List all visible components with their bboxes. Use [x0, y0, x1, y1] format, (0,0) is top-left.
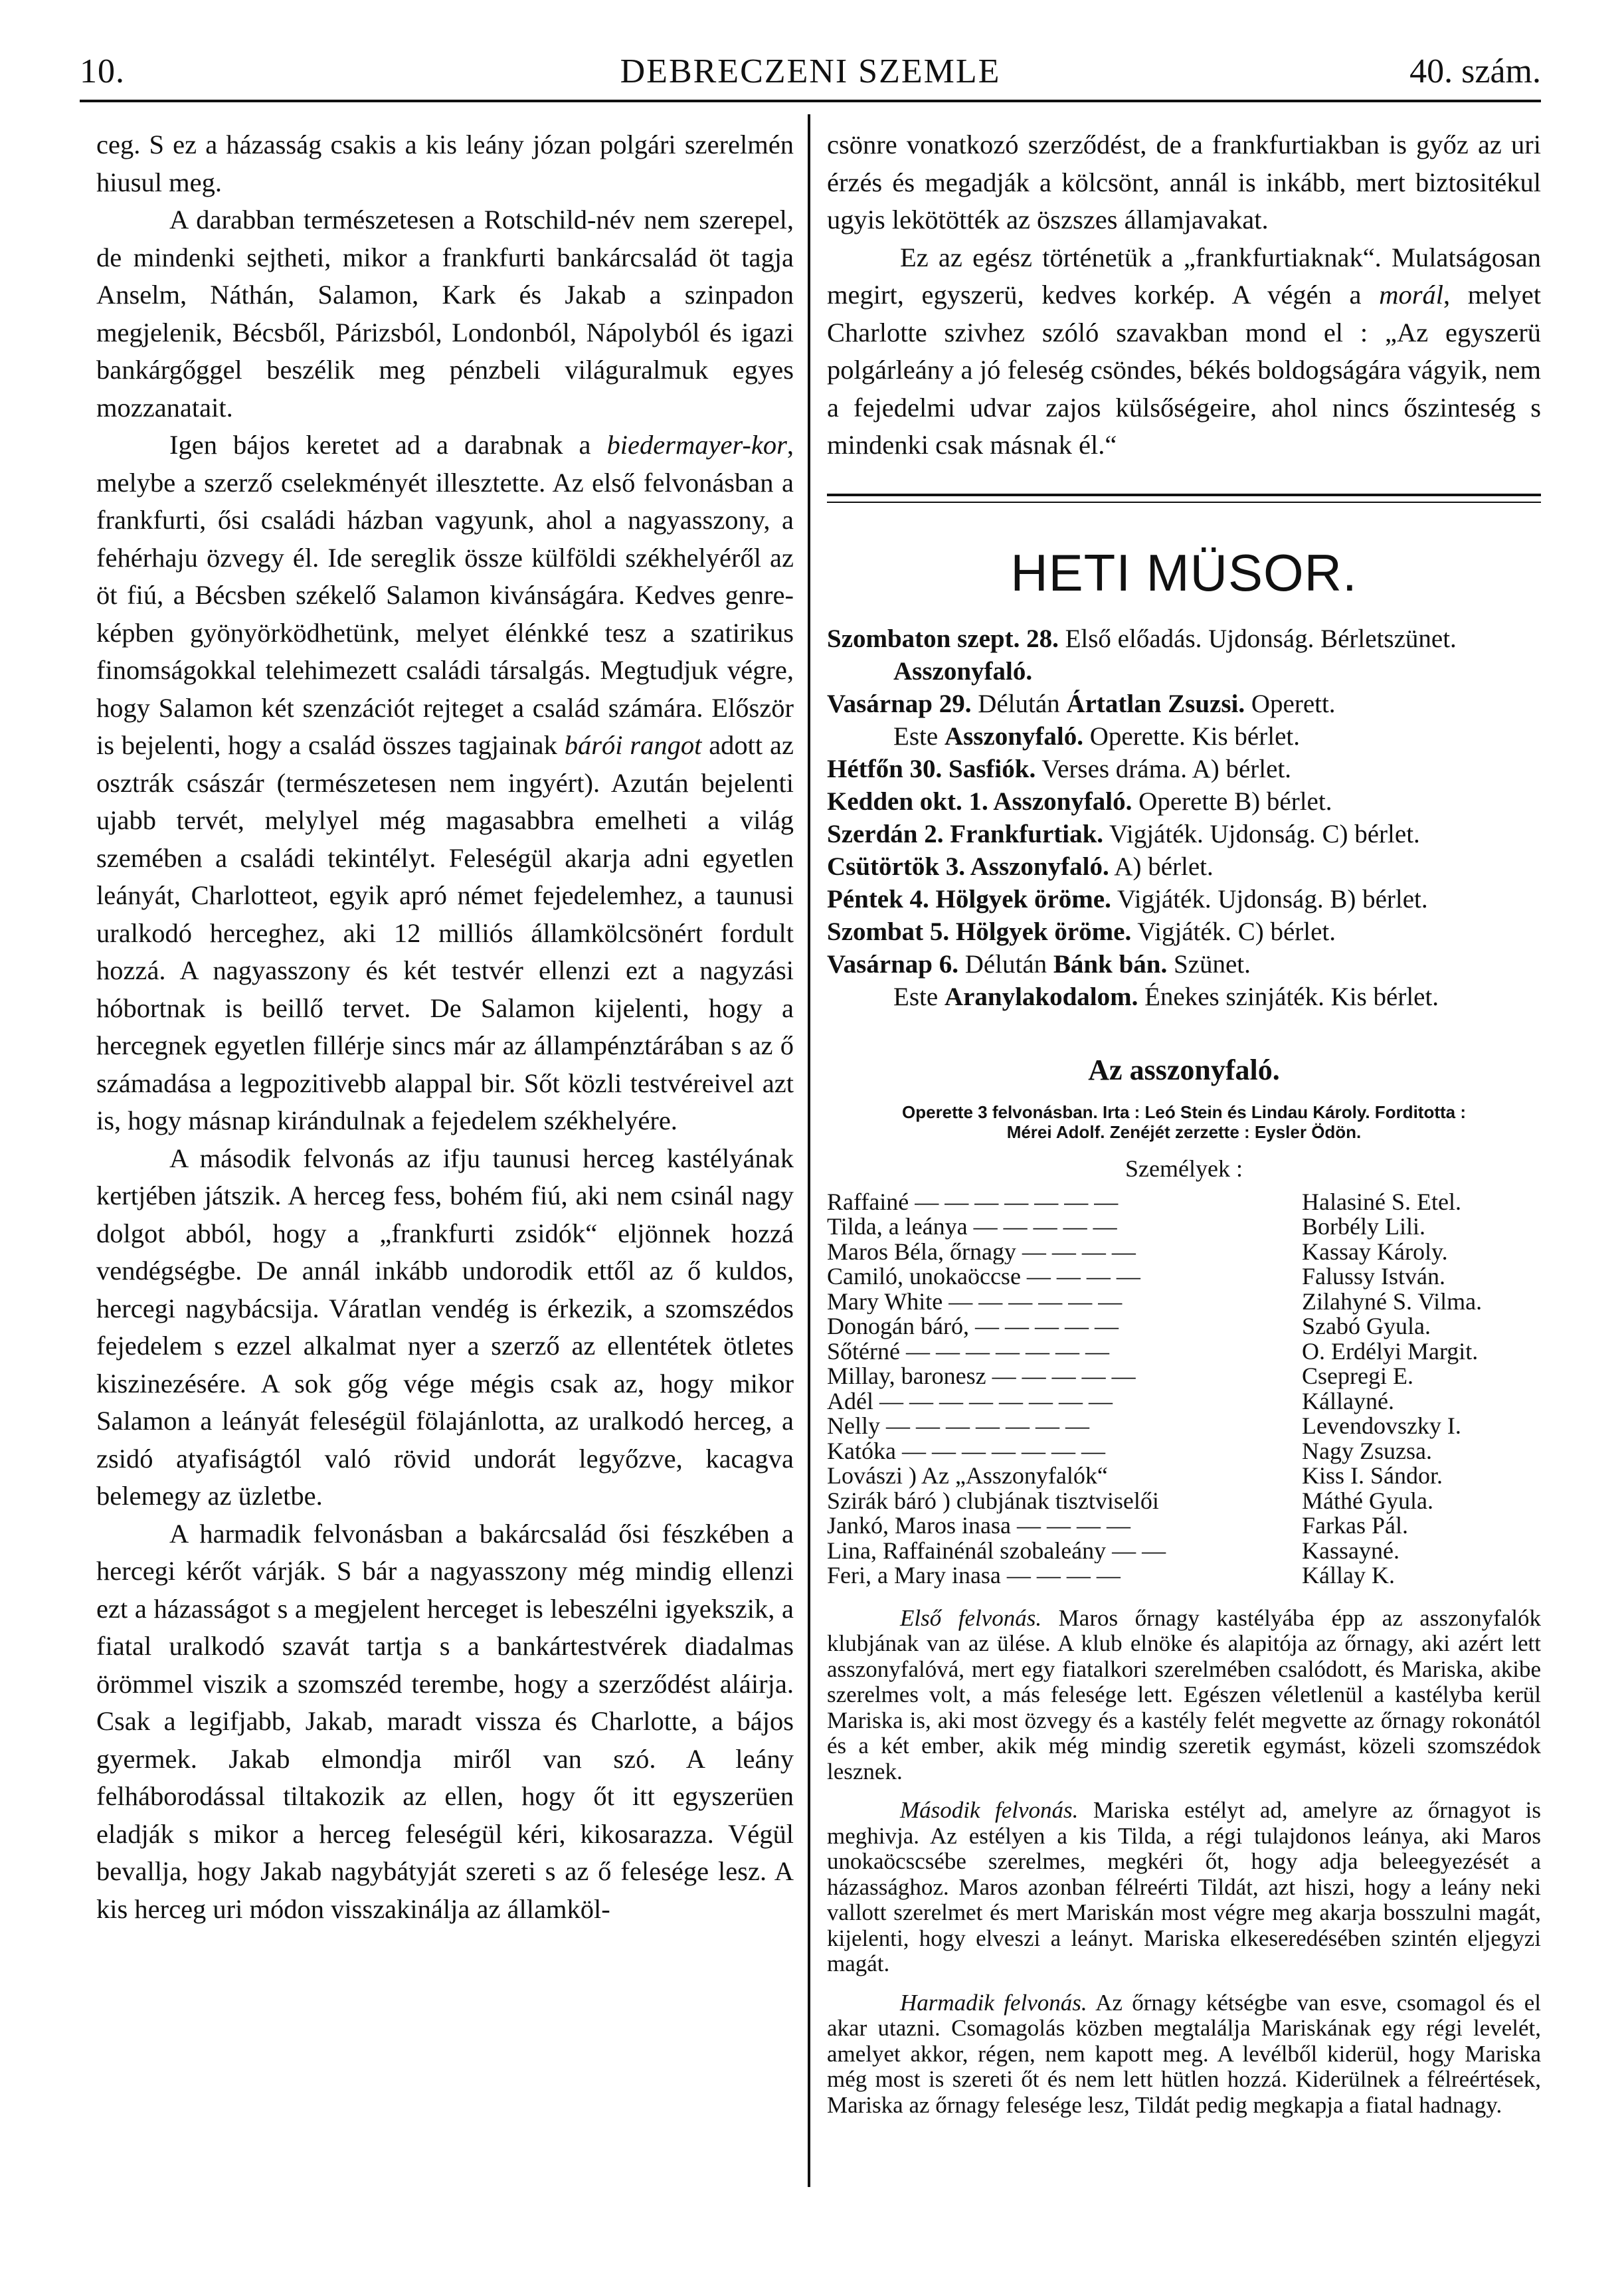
text-run: Este	[893, 982, 945, 1011]
text-run: A második felvonás az ifju taunusi herceg kastélyának kertjében játszik. A herceg fess, bohém fiú, aki nem csinál nagy dolgot abból, hogy a „frankfurti zsidók“ eljönnek hozzá vendégségbe. De annál inkább undorodik ettől az ő kuldos, hercegi nagybácsija. Váratlan vendég is érkezik, a szomszédos fejedelem s ezzel alkalmat nyer a szerző az ellentétek ötletes kiszinezésére. A sok gőg vége mégis csak az, hogy mikor Salamon a leányát feleségül fölajánlotta, az uralkodó herceg, a zsidó atyafiságtól való rövid undorát legyőzve, kacagva belemegy az üzletbe.	[96, 1143, 794, 1511]
role-name: Lina, Raffainénál szobaleány — —	[827, 1538, 1166, 1563]
text-run: adott az osztrák császár (természetesen nem ingyért). Azután bejelenti ujabb tervét, melylyel még magasabbra emelheti a világ szemében a családi tekintélyt. Feleségül akarja adni egyetlen leányát, Charlotteot, egyik apró német fejedelemhez, a taunusi uralkodó herceghez, aki 12 milliós államkölcsönért fordult hozzá. A nagyasszony és két testvér ellenzi ezt a nagyzási hóbortnak is beillő tervet. De Salamon kijelenti, hogy a hercegnek egyetlen fillérje sincs már az állampénztárában s az ő számadása a legpozitivebb alappal bir. Sőt közli testvéreivel azt is, hogy másnap kirándulnak a fejedelem székhelyére.	[96, 730, 794, 1135]
text-run: Délután	[958, 949, 1053, 979]
text-run: , melyet Charlotte szivhez szóló szavakban mond el : „Az egyszerü polgárleány a jó feleség csöndes, békés boldogságára vágyik, nem a fejedelmi udvar zajos külsőségeire, ahol nincs őszinteség s mindenki csak másnak él.“	[827, 280, 1541, 460]
role-name: Sőtérné — — — — — — —	[827, 1339, 1109, 1364]
text-run: ceg. S ez a házasság csakis a kis leány józan polgári szerelmén hiusul meg.	[96, 130, 794, 197]
synopsis-act	[827, 1606, 1541, 1785]
bold-text: Vasárnap 29.	[827, 689, 972, 718]
actor-name: Csepregi E.	[1302, 1363, 1413, 1389]
text-run: A darabban természetesen a Rotschild-név nem szerepel, de mindenki sejtheti, mikor a frankfurti bankárcsalád öt tagja Anselm, Náthán, Salamon, Kark és Jakab a szinpadon megjelenik, Bécsből, Párizsból, Londonból, Nápolyból és igazi bankárgőggel beszélik meg pénzbeli világuralmuk egyes mozzanatait.	[96, 205, 794, 423]
actor-name: Kállayné.	[1302, 1387, 1394, 1414]
actor-name: Máthé Gyula.	[1302, 1487, 1433, 1514]
text-run: A harmadik felvonásban a bakárcsalád ősi fészkében a hercegi kérőt várják. S bár a nagyasszony még mindig ellenzi ezt a házasságot s a megjelent herceget is lebeszélni igyekszik, a fiatal uralkodó szavát tartja s a bankártestvérek diadalmas örömmel viszik a szomszéd terembe, hogy a szerződést aláirja. Csak a legifjabb, Jakab, maradt vissza és Charlotte, a bájos gyermek. Jakab elmondja miről van szó. A leány felháborodással tiltakozik az ellen, hogy őt itt egyszerüen eladják s mikor a herceg feleségül kéri, kikosarazza. Végül bevallja, hogy Jakab nagybátyját szereti s az ő felesége lesz. A kis herceg uri módon visszakinálja az államköl-	[96, 1518, 794, 1924]
text-run: Ez az egész történetük a „frankfurtiaknak“. Mulatságosan megirt, egyszerü, kedves korkép. A végén a	[827, 242, 1541, 310]
actor-name: Halasiné S. Etel.	[1302, 1188, 1461, 1215]
role-name: Donogán báró, — — — — —	[827, 1314, 1119, 1339]
right-column	[827, 126, 1541, 2131]
cast-row	[827, 1339, 1541, 1365]
cast-list	[827, 1190, 1541, 1588]
program-entry	[827, 622, 1541, 688]
actor-name: Kassay Károly.	[1302, 1238, 1448, 1265]
program-entry	[827, 818, 1541, 850]
italic-text: biedermayer-kor	[606, 430, 787, 460]
role-name: Adél — — — — — — — —	[827, 1388, 1113, 1414]
cast-row	[827, 1240, 1541, 1265]
cast-row	[827, 1190, 1541, 1215]
article-body-left	[96, 126, 794, 1928]
role-name: Katóka — — — — — — —	[827, 1438, 1105, 1464]
play-credits	[827, 1102, 1541, 1142]
bold-text: Ártatlan Zsuzsi.	[1066, 689, 1245, 718]
act-text: Mariska estélyt ad, amelyre az őrnagyot is meghivja. Az estélyen a kis Tilda, a régi tulajdonos leánya, aki Maros unokaöcscsébe szerelmes, megkéri őt, hogy adja beleegyezését a házassághoz. Maros azonban félreérti Tildát, azt hiszi, hogy a leány neki vallott szerelmet és mert Mariskán most végre meg akarja bosszulni magát, kijelenti, hogy elveszi a leányt. Mariska elkeseredésében szintén eljegyzi magát.	[827, 1797, 1541, 1976]
text-run: Vigjáték. Ujdonság. C) bérlet.	[1103, 819, 1420, 848]
role-name: Feri, a Mary inasa — — — —	[827, 1563, 1121, 1588]
weekly-program	[827, 622, 1541, 1013]
page-header	[80, 52, 1541, 98]
italic-text: morál	[1379, 280, 1443, 310]
text-run: Este	[893, 721, 945, 751]
cast-row	[827, 1513, 1541, 1539]
italic-text: bárói rangot	[564, 730, 702, 760]
act-label: Első felvonás.	[900, 1604, 1042, 1631]
text-run: Énekes szinjáték. Kis bérlet.	[1138, 982, 1439, 1011]
paragraph	[96, 201, 794, 427]
cast-row	[827, 1314, 1541, 1339]
paragraph	[827, 239, 1541, 464]
paragraph	[96, 126, 794, 201]
actor-name: Kállay K.	[1302, 1562, 1395, 1588]
persons-heading: Személyek :	[1125, 1155, 1243, 1182]
bold-text: Csütörtök 3. Asszonyfaló.	[827, 852, 1109, 881]
role-name: Szirák báró ) clubjának tisztviselői	[827, 1488, 1159, 1513]
actor-name: Farkas Pál.	[1302, 1512, 1408, 1539]
program-entry	[827, 688, 1541, 720]
program-entry	[827, 753, 1541, 785]
actor-name: Levendovszky I.	[1302, 1412, 1461, 1439]
text-run: Szünet.	[1167, 949, 1251, 979]
role-name: Mary White — — — — — —	[827, 1289, 1123, 1314]
role-name: Nelly — — — — — — —	[827, 1414, 1089, 1439]
program-entry	[827, 720, 1541, 753]
bold-text: Aranylakodalom.	[944, 982, 1138, 1011]
actor-name: Borbély Lili.	[1302, 1213, 1425, 1240]
act-label: Második felvonás.	[900, 1797, 1079, 1823]
text-run: Vigjáték. C) bérlet.	[1131, 917, 1336, 946]
text-run: Első előadás. Ujdonság. Bérletszünet.	[1058, 624, 1457, 653]
actor-name: Falussy István.	[1302, 1263, 1445, 1289]
text-run: Délután	[971, 689, 1067, 718]
role-name: Millay, baronesz — — — — —	[827, 1364, 1136, 1389]
paragraph	[827, 126, 1541, 239]
text-run: Igen bájos keretet ad a darabnak a	[169, 430, 607, 460]
text-run: A) bérlet.	[1109, 852, 1214, 881]
play-synopsis	[827, 1606, 1541, 2119]
actor-name: Szabó Gyula.	[1302, 1313, 1431, 1339]
act-label: Harmadik felvonás.	[900, 1989, 1087, 2016]
actor-name: Nagy Zsuzsa.	[1302, 1437, 1432, 1464]
play-title: Az asszonyfaló.	[1088, 1053, 1280, 1086]
actor-name: O. Erdélyi Margit.	[1302, 1337, 1479, 1365]
role-name: Tilda, a leánya — — — — —	[827, 1214, 1117, 1240]
cast-row	[827, 1289, 1541, 1315]
actor-name: Zilahyné S. Vilma.	[1302, 1288, 1483, 1315]
cast-row	[827, 1389, 1541, 1414]
actor-name: Kassayné.	[1302, 1537, 1399, 1564]
cast-row	[827, 1439, 1541, 1464]
role-name: Raffainé — — — — — — —	[827, 1189, 1119, 1214]
credits-line-1: Operette 3 felvonásban. Irta : Leó Stein és Lindau Károly. Forditotta :	[902, 1101, 1466, 1122]
actor-name: Kiss I. Sándor.	[1302, 1462, 1443, 1489]
synopsis-act	[827, 1798, 1541, 1977]
cast-row	[827, 1414, 1541, 1439]
cast-row	[827, 1264, 1541, 1289]
cast-row	[827, 1214, 1541, 1240]
issue-number: 40. szám.	[1409, 52, 1541, 90]
text-run: , melybe a szerző cselekményét illesztette. Az első felvonásban a frankfurti, ősi családi házban vagyunk, ahol a nagyasszony, a fehérhaju özvegy él. Ide sereglik össze külföldi székhelyéről az öt fiú, a Bécsben székelő Salamon kivánságára. Kedves genre-képben gyönyörködhetünk, melyet élénkké tesz a szatirikus finomságokkal telehimezett családi társalgás. Megtudjuk végre, hogy Salamon két szenzációt rejteget a család számára. Először is bejelenti, hogy a család összes tagjainak	[96, 430, 794, 760]
role-name: Camiló, unokaöccse — — — —	[827, 1264, 1140, 1289]
text-run: Operett.	[1245, 689, 1336, 718]
header-rule	[80, 100, 1541, 102]
bold-text: Szerdán 2. Frankfurtiak.	[827, 819, 1104, 848]
cast-row	[827, 1489, 1541, 1514]
bold-text: Kedden okt. 1. Asszonyfaló.	[827, 787, 1132, 816]
left-column	[96, 126, 794, 1928]
cast-row	[827, 1563, 1541, 1588]
text-run: csönre vonatkozó szerződést, de a frankfurtiakban is győz az uri érzés és megadják a kölcsönt, annál is inkább, mert biztositékul ugyis lekötötték az öszszes államjavakat.	[827, 130, 1541, 235]
paragraph	[96, 1515, 794, 1929]
cast-row	[827, 1539, 1541, 1564]
program-title: HETI MÜSOR.	[1010, 543, 1358, 602]
program-entry	[827, 785, 1541, 818]
cast-row	[827, 1364, 1541, 1389]
publication-title: DEBRECZENI SZEMLE	[620, 52, 1001, 90]
article-body-right	[827, 126, 1541, 464]
synopsis-act	[827, 1990, 1541, 2119]
bold-text: Szombat 5. Hölgyek öröme.	[827, 917, 1132, 946]
text-run: Verses dráma. A) bérlet.	[1036, 754, 1292, 783]
bold-text: Péntek 4. Hölgyek öröme.	[827, 884, 1111, 913]
column-divider	[808, 114, 810, 2187]
role-name: Maros Béla, őrnagy — — — —	[827, 1239, 1136, 1264]
bold-text: Hétfőn 30. Sasfiók.	[827, 754, 1036, 783]
program-entry	[827, 850, 1541, 883]
role-name: Lovászi ) Az „Asszonyfalók“	[827, 1464, 1108, 1489]
text-run: Vigjáték. Ujdonság. B) bérlet.	[1111, 884, 1428, 913]
bold-text: Asszonyfaló.	[893, 656, 1033, 686]
program-entry	[827, 883, 1541, 915]
bold-text: Asszonyfaló.	[944, 721, 1083, 751]
paragraph	[96, 427, 794, 1140]
program-entry	[827, 948, 1541, 981]
credits-line-2: Mérei Adolf. Zenéjét zerzette : Eysler Ödön.	[1006, 1121, 1362, 1142]
act-text: Az őrnagy kétségbe van esve, csomagol és el akar utazni. Csomagolás közben megtalálja Mariskának egy régi levelét, amelyet akkor, régen, nem kapott meg. A levélből kiderül, hogy Mariska még most is szereti őt és nem lett hütlen hozzá. Kiderülnek a félreértések, Mariska az őrnagy felesége lesz, Tildát pedig megkapja a fiatal hadnagy.	[827, 1989, 1541, 2118]
cast-row	[827, 1464, 1541, 1489]
text-run: Operette. Kis bérlet.	[1083, 721, 1300, 751]
role-name: Jankó, Maros inasa — — — —	[827, 1513, 1130, 1539]
bold-text: Vasárnap 6.	[827, 949, 958, 979]
bold-text: Bánk bán.	[1053, 949, 1168, 979]
page-number: 10.	[80, 52, 125, 90]
program-entry	[827, 915, 1541, 948]
section-divider	[827, 494, 1541, 503]
paragraph	[96, 1140, 794, 1515]
text-run: Operette B) bérlet.	[1132, 787, 1332, 816]
bold-text: Szombaton szept. 28.	[827, 624, 1059, 653]
program-entry	[827, 981, 1541, 1013]
act-text: Maros őrnagy kastélyába épp az asszonyfalók klubjának van az ülése. A klub elnöke és alapitója az őrnagy, aki azért lett asszonyfalóvá, mert egy fiatalkori szerelmében csalódott, és Mariska, akibe szerelmes volt, a más felesége lett. Egészen véletlenül a kastélyba kerül Mariska is, aki most özvegy és a kastély felét megvette az őrnagy rokonától és a két ember, akik még mindig szeretik egymást, közeli szomszédok lesznek.	[827, 1604, 1541, 1784]
